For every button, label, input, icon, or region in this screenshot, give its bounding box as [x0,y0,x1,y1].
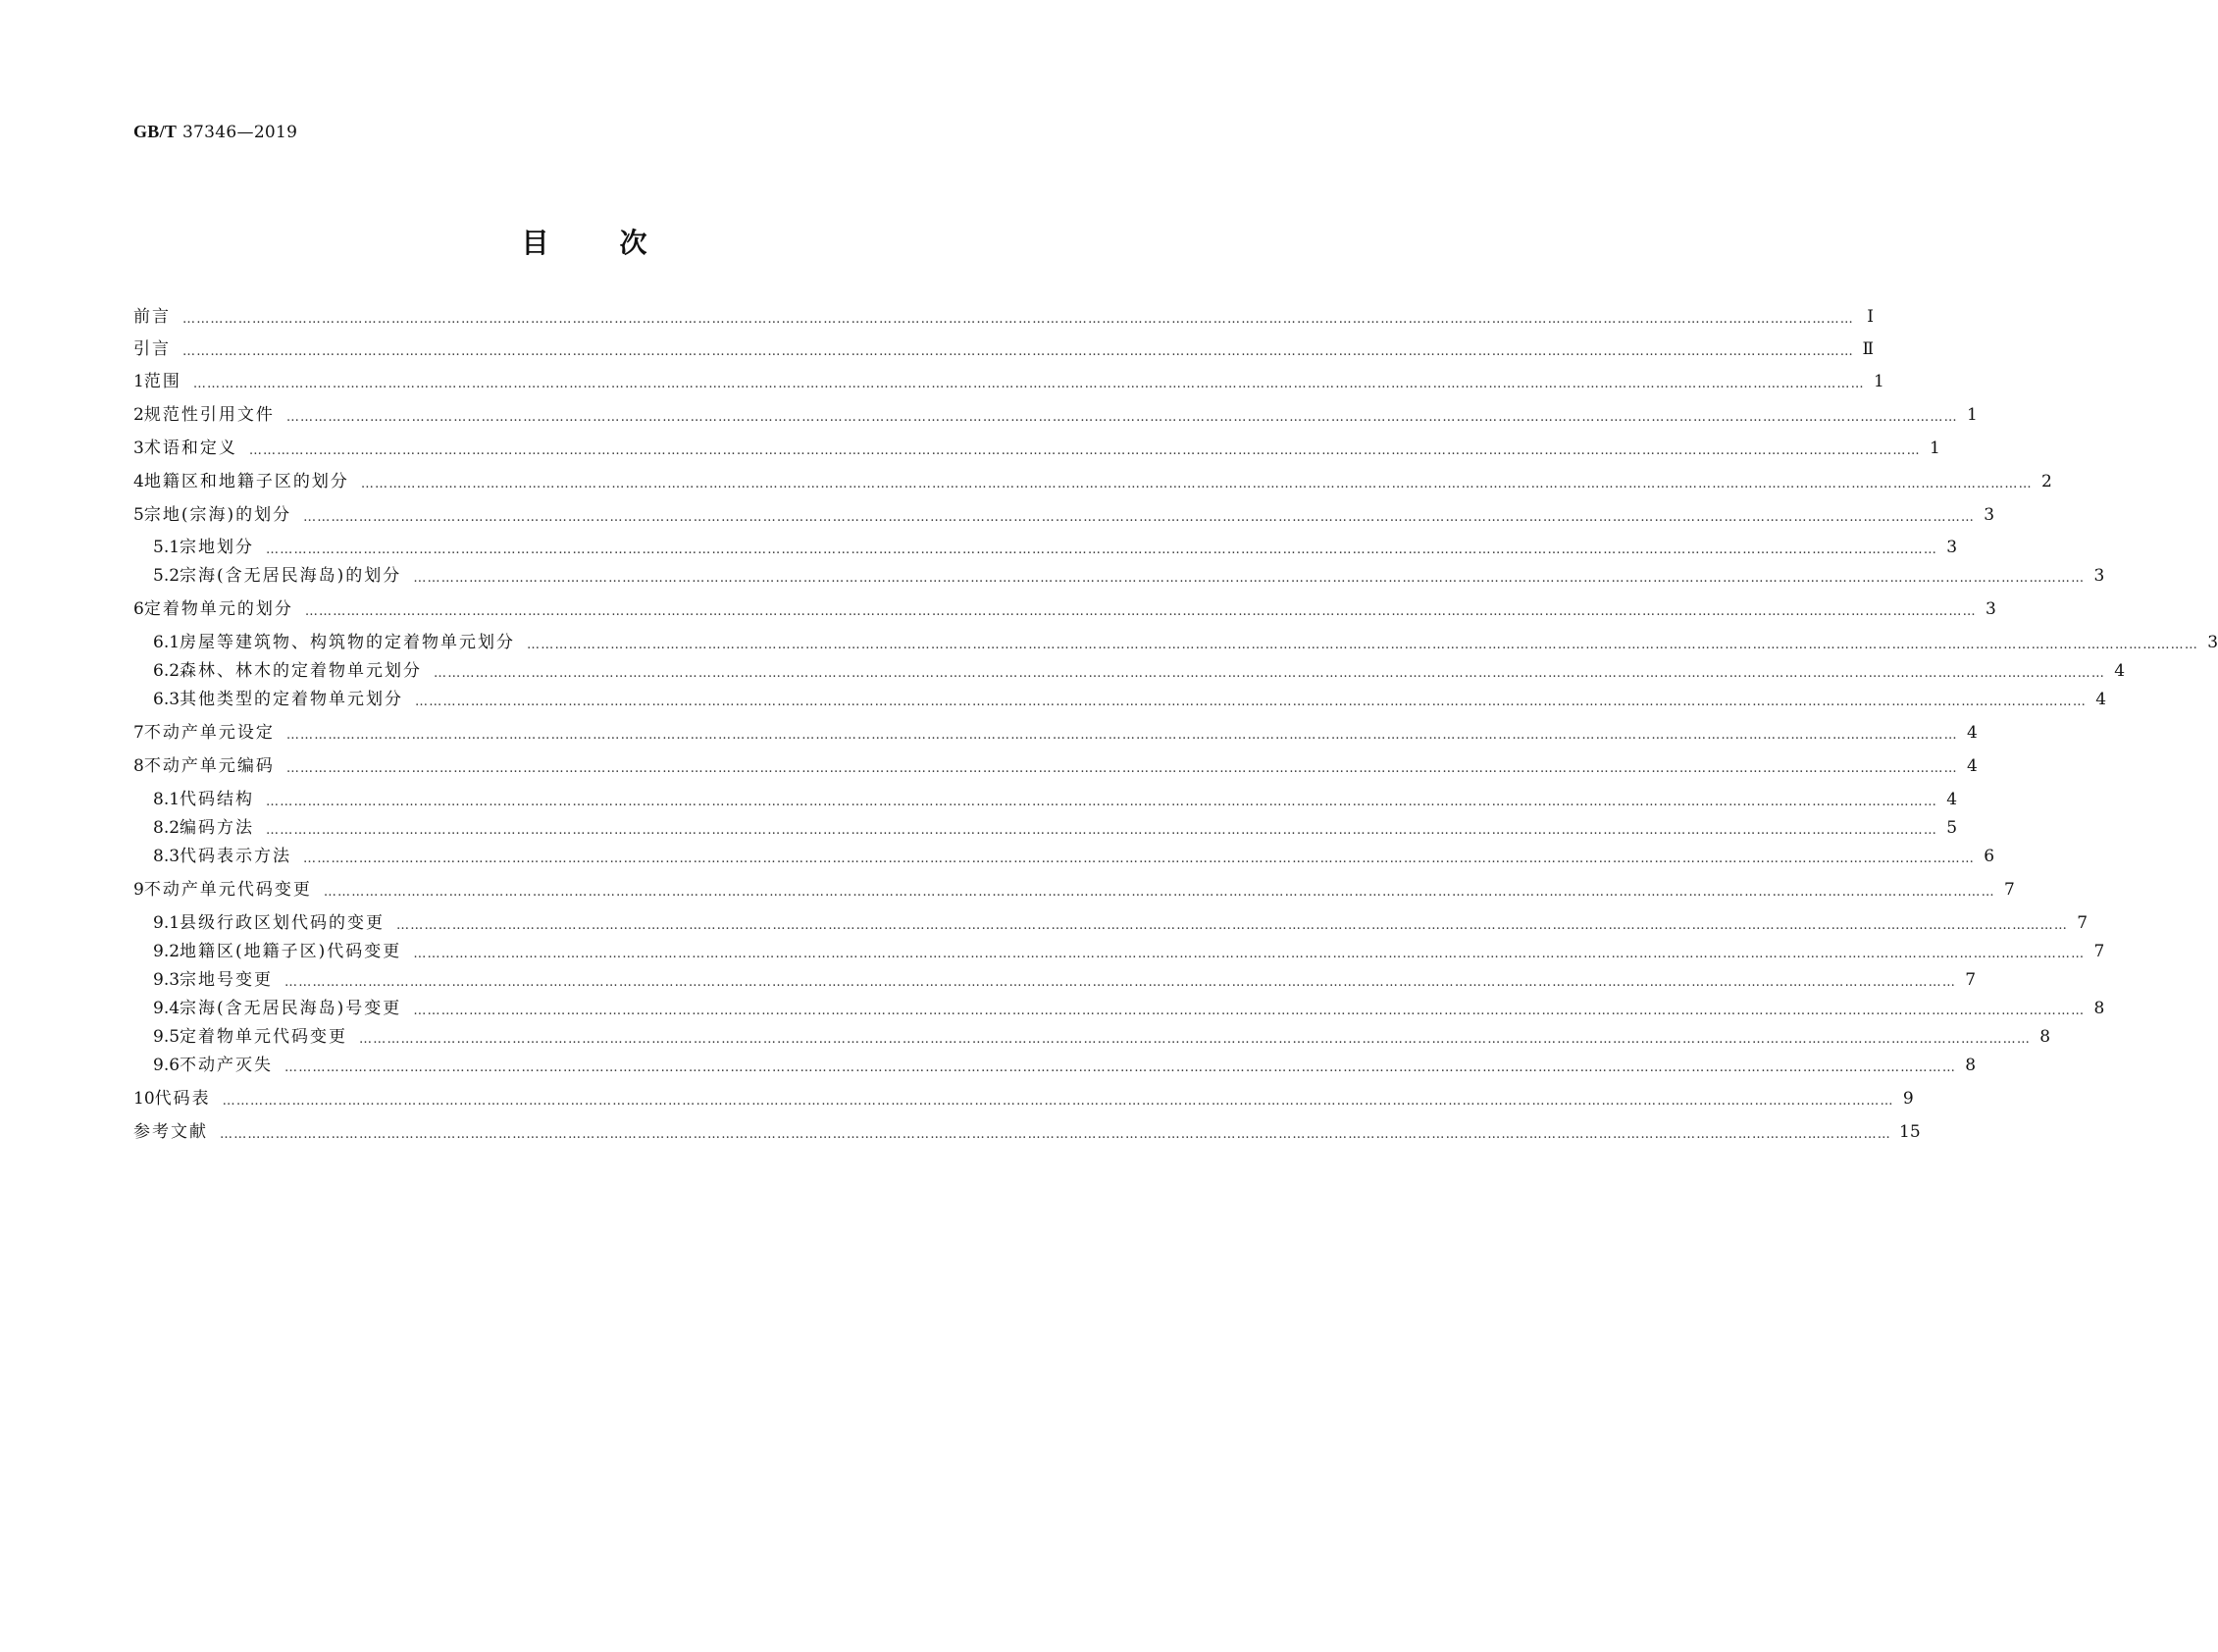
toc-entry-number: 6.2 [153,661,181,681]
toc-entry[interactable] [153,967,1977,993]
toc-entry-title: 宗海(含无居民海岛)号变更 [180,999,402,1018]
toc-entry[interactable] [133,369,1884,394]
toc-entry[interactable] [133,596,1996,622]
toc-entry[interactable] [133,402,1978,428]
toc-leader-dots: ……………………………………………………………………………………………………………………………………………………………………………………………………………………………………………………………………………………………………………………………… [220,1127,1891,1142]
toc-leader-dots: ……………………………………………………………………………………………………………………………………………………………………………………………………………………………………………………………………………………………………………………………… [303,510,1976,525]
toc-entry[interactable] [153,1024,2051,1050]
toc-entry-number: 9.6 [153,1056,181,1075]
toc-entry-page: 9 [1902,1089,1914,1109]
toc-entry-title: 代码表 [154,1089,211,1109]
toc-entry-page: 3 [1984,505,1995,525]
toc-entry[interactable] [133,436,1940,461]
toc-entry[interactable] [153,563,2105,589]
toc-entry-number: 9.2 [153,942,181,961]
toc-leader-dots: ……………………………………………………………………………………………………………………………………………………………………………………………………………………………………………………………………………………………………………………………… [303,852,1976,866]
toc-entry-number: 7 [133,723,144,743]
toc-entry[interactable] [153,910,2089,936]
toc-leader-dots: ……………………………………………………………………………………………………………………………………………………………………………………………………………………………………………………………………………………………………………………………… [360,477,2033,491]
toc-entry[interactable] [153,787,1958,812]
toc-entry-page: Ⅱ [1862,339,1874,359]
toc-entry[interactable] [153,815,1958,841]
toc-entry-page: 1 [1967,405,1978,425]
title-char-1: 目 [521,227,549,259]
toc-entry-page: 7 [2077,913,2089,933]
toc-leader-dots: ……………………………………………………………………………………………………………………………………………………………………………………………………………………………………………………………………………………………………………………………… [434,666,2106,681]
toc-entry-title: 代码结构 [180,790,255,809]
toc-entry[interactable] [133,1086,1914,1111]
toc-entry[interactable] [133,502,1995,528]
toc-entry-number: 5.2 [153,566,181,586]
toc-entry-page: 4 [1946,790,1958,809]
toc-leader-dots: ……………………………………………………………………………………………………………………………………………………………………………………………………………………………………………………………………………………………………………………………… [222,1094,1894,1109]
page-title [0,222,1168,261]
toc-entry-title: 宗地号变更 [180,970,274,990]
toc-entry[interactable] [133,720,1978,746]
toc-entry[interactable] [133,304,1874,330]
toc-leader-dots: ……………………………………………………………………………………………………………………………………………………………………………………………………………………………………………………………………………………………………………………………… [359,1032,2032,1047]
toc-entry-title: 编码方法 [180,818,255,838]
toc-entry[interactable] [153,658,2126,684]
toc-entry-page: 15 [1899,1122,1921,1142]
toc-entry-page: 3 [1986,599,1996,619]
toc-entry-title: 前言 [133,307,171,327]
toc-entry-number: 10 [133,1089,155,1109]
toc-entry-title: 其他类型的定着物单元划分 [180,690,404,709]
toc-entry-title: 规范性引用文件 [143,405,275,425]
toc-entry-number: 8.2 [153,818,181,838]
toc-entry[interactable] [153,535,1958,560]
toc-entry[interactable] [153,1053,1977,1078]
toc-entry-number: 6 [133,599,144,619]
toc-entry-title: 房屋等建筑物、构筑物的定着物单元划分 [180,633,516,652]
toc-entry-title: 不动产灭失 [180,1056,274,1075]
toc-entry-page: 4 [2095,690,2107,709]
toc-entry-page: 3 [2207,633,2218,652]
toc-entry-page: 7 [1965,970,1977,990]
toc-entry-number: 1 [133,372,144,391]
toc-entry-title: 森林、林木的定着物单元划分 [180,661,423,681]
toc-entry-page: 4 [1967,723,1978,743]
toc-entry-title: 术语和定义 [143,439,237,458]
toc-entry-title: 宗地(宗海)的划分 [143,505,292,525]
toc-entry-page: 4 [1967,756,1978,776]
toc-leader-dots: ……………………………………………………………………………………………………………………………………………………………………………………………………………………………………………………………………………………………………………………………… [266,823,1938,838]
toc-leader-dots: ……………………………………………………………………………………………………………………………………………………………………………………………………………………………………………………………………………………………………………………………… [413,947,2086,961]
toc-leader-dots: ……………………………………………………………………………………………………………………………………………………………………………………………………………………………………………………………………………………………………………………………… [182,344,1854,359]
toc-entry-page: 3 [2093,566,2105,586]
toc-leader-dots: ……………………………………………………………………………………………………………………………………………………………………………………………………………………………………………………………………………………………………………………………… [285,728,1958,743]
toc-entry[interactable] [153,939,2105,964]
toc-entry-page: 5 [1946,818,1958,838]
toc-entry[interactable] [153,687,2107,712]
toc-entry-title: 不动产单元代码变更 [143,880,312,900]
toc-leader-dots: ……………………………………………………………………………………………………………………………………………………………………………………………………………………………………………………………………………………………………………………………… [527,638,2199,652]
toc-entry-page: 8 [1965,1056,1977,1075]
toc-entry-page: 7 [2004,880,2015,900]
toc-entry-number: 9.4 [153,999,181,1018]
standard-prefix: GB/T [133,122,178,141]
toc-entry-page: 8 [2039,1027,2051,1047]
toc-entry-number: 2 [133,405,144,425]
toc-entry-number: 6.3 [153,690,181,709]
toc-entry-number: 8.3 [153,847,181,866]
toc-leader-dots: ……………………………………………………………………………………………………………………………………………………………………………………………………………………………………………………………………………………………………………………………… [413,1004,2086,1018]
toc-entry-number: 9 [133,880,144,900]
toc-entry-page: 3 [1946,538,1958,557]
toc-entry-title: 不动产单元设定 [143,723,275,743]
toc-entry-number: 9.3 [153,970,181,990]
toc-entry-page: 4 [2114,661,2126,681]
toc-entry-page: 6 [1984,847,1995,866]
toc-leader-dots: ……………………………………………………………………………………………………………………………………………………………………………………………………………………………………………………………………………………………………………………………… [285,410,1958,425]
toc-leader-dots: ……………………………………………………………………………………………………………………………………………………………………………………………………………………………………………………………………………………………………………………………… [323,885,1995,900]
toc-entry-number: 9.5 [153,1027,181,1047]
toc-leader-dots: ……………………………………………………………………………………………………………………………………………………………………………………………………………………………………………………………………………………………………………………………… [396,918,2069,933]
toc-entry-title: 宗地划分 [180,538,255,557]
toc-entry-title: 定着物单元的划分 [143,599,293,619]
toc-entry-number: 6.1 [153,633,181,652]
toc-entry[interactable] [153,844,1995,869]
toc-leader-dots: ……………………………………………………………………………………………………………………………………………………………………………………………………………………………………………………………………………………………………………………………… [266,542,1938,557]
toc-entry[interactable] [153,996,2105,1021]
toc-entry[interactable] [153,630,2218,655]
toc-leader-dots: ……………………………………………………………………………………………………………………………………………………………………………………………………………………………………………………………………………………………………………………………… [285,761,1958,776]
toc-entry[interactable] [133,469,2052,494]
toc-entry-title: 代码表示方法 [180,847,292,866]
toc-entry-title: 引言 [133,339,171,359]
toc-entry-title: 范围 [143,372,181,391]
toc-entry-number: 4 [133,472,144,491]
toc-entry-number: 3 [133,439,144,458]
toc-leader-dots: ……………………………………………………………………………………………………………………………………………………………………………………………………………………………………………………………………………………………………………………………… [192,377,1865,391]
toc-entry[interactable] [133,1119,1921,1145]
standard-number [133,122,297,142]
toc-leader-dots: ……………………………………………………………………………………………………………………………………………………………………………………………………………………………………………………………………………………………………………………………… [304,604,1977,619]
toc-leader-dots: ……………………………………………………………………………………………………………………………………………………………………………………………………………………………………………………………………………………………………………………………… [284,1060,1957,1075]
toc-entry-title: 定着物单元代码变更 [180,1027,348,1047]
toc-entry-title: 县级行政区划代码的变更 [180,913,386,933]
toc-entry-page: Ⅰ [1867,307,1874,327]
toc-entry-title: 地籍区(地籍子区)代码变更 [180,942,402,961]
toc-entry-title: 地籍区和地籍子区的划分 [143,472,349,491]
toc-entry-title: 不动产单元编码 [143,756,275,776]
toc-leader-dots: ……………………………………………………………………………………………………………………………………………………………………………………………………………………………………………………………………………………………………………………………… [182,312,1854,327]
toc-entry-page: 8 [2093,999,2105,1018]
toc-leader-dots: ……………………………………………………………………………………………………………………………………………………………………………………………………………………………………………………………………………………………………………………………… [266,795,1938,809]
toc-leader-dots: ……………………………………………………………………………………………………………………………………………………………………………………………………………………………………………………………………………………………………………………………… [248,443,1921,458]
toc-entry-number: 8.1 [153,790,181,809]
toc-leader-dots: ……………………………………………………………………………………………………………………………………………………………………………………………………………………………………………………………………………………………………………………………… [413,571,2086,586]
toc-entry-title: 参考文献 [133,1122,208,1142]
toc-entry-page: 1 [1930,439,1940,458]
standard-code: 37346—2019 [181,123,298,142]
toc-entry-page: 2 [2041,472,2052,491]
toc-entry-number: 9.1 [153,913,181,933]
toc-leader-dots: ……………………………………………………………………………………………………………………………………………………………………………………………………………………………………………………………………………………………………………………………… [284,975,1957,990]
toc-entry[interactable] [133,877,2015,903]
toc-entry-number: 8 [133,756,144,776]
toc-entry-page: 7 [2093,942,2105,961]
toc-entry[interactable] [133,753,1978,779]
toc-entry-title: 宗海(含无居民海岛)的划分 [180,566,402,586]
toc-entry[interactable] [133,336,1874,362]
toc-leader-dots: ……………………………………………………………………………………………………………………………………………………………………………………………………………………………………………………………………………………………………………………………… [415,695,2088,709]
toc-entry-number: 5.1 [153,538,181,557]
title-char-2: 次 [619,227,647,259]
toc-entry-page: 1 [1874,372,1884,391]
toc-entry-number: 5 [133,505,144,525]
